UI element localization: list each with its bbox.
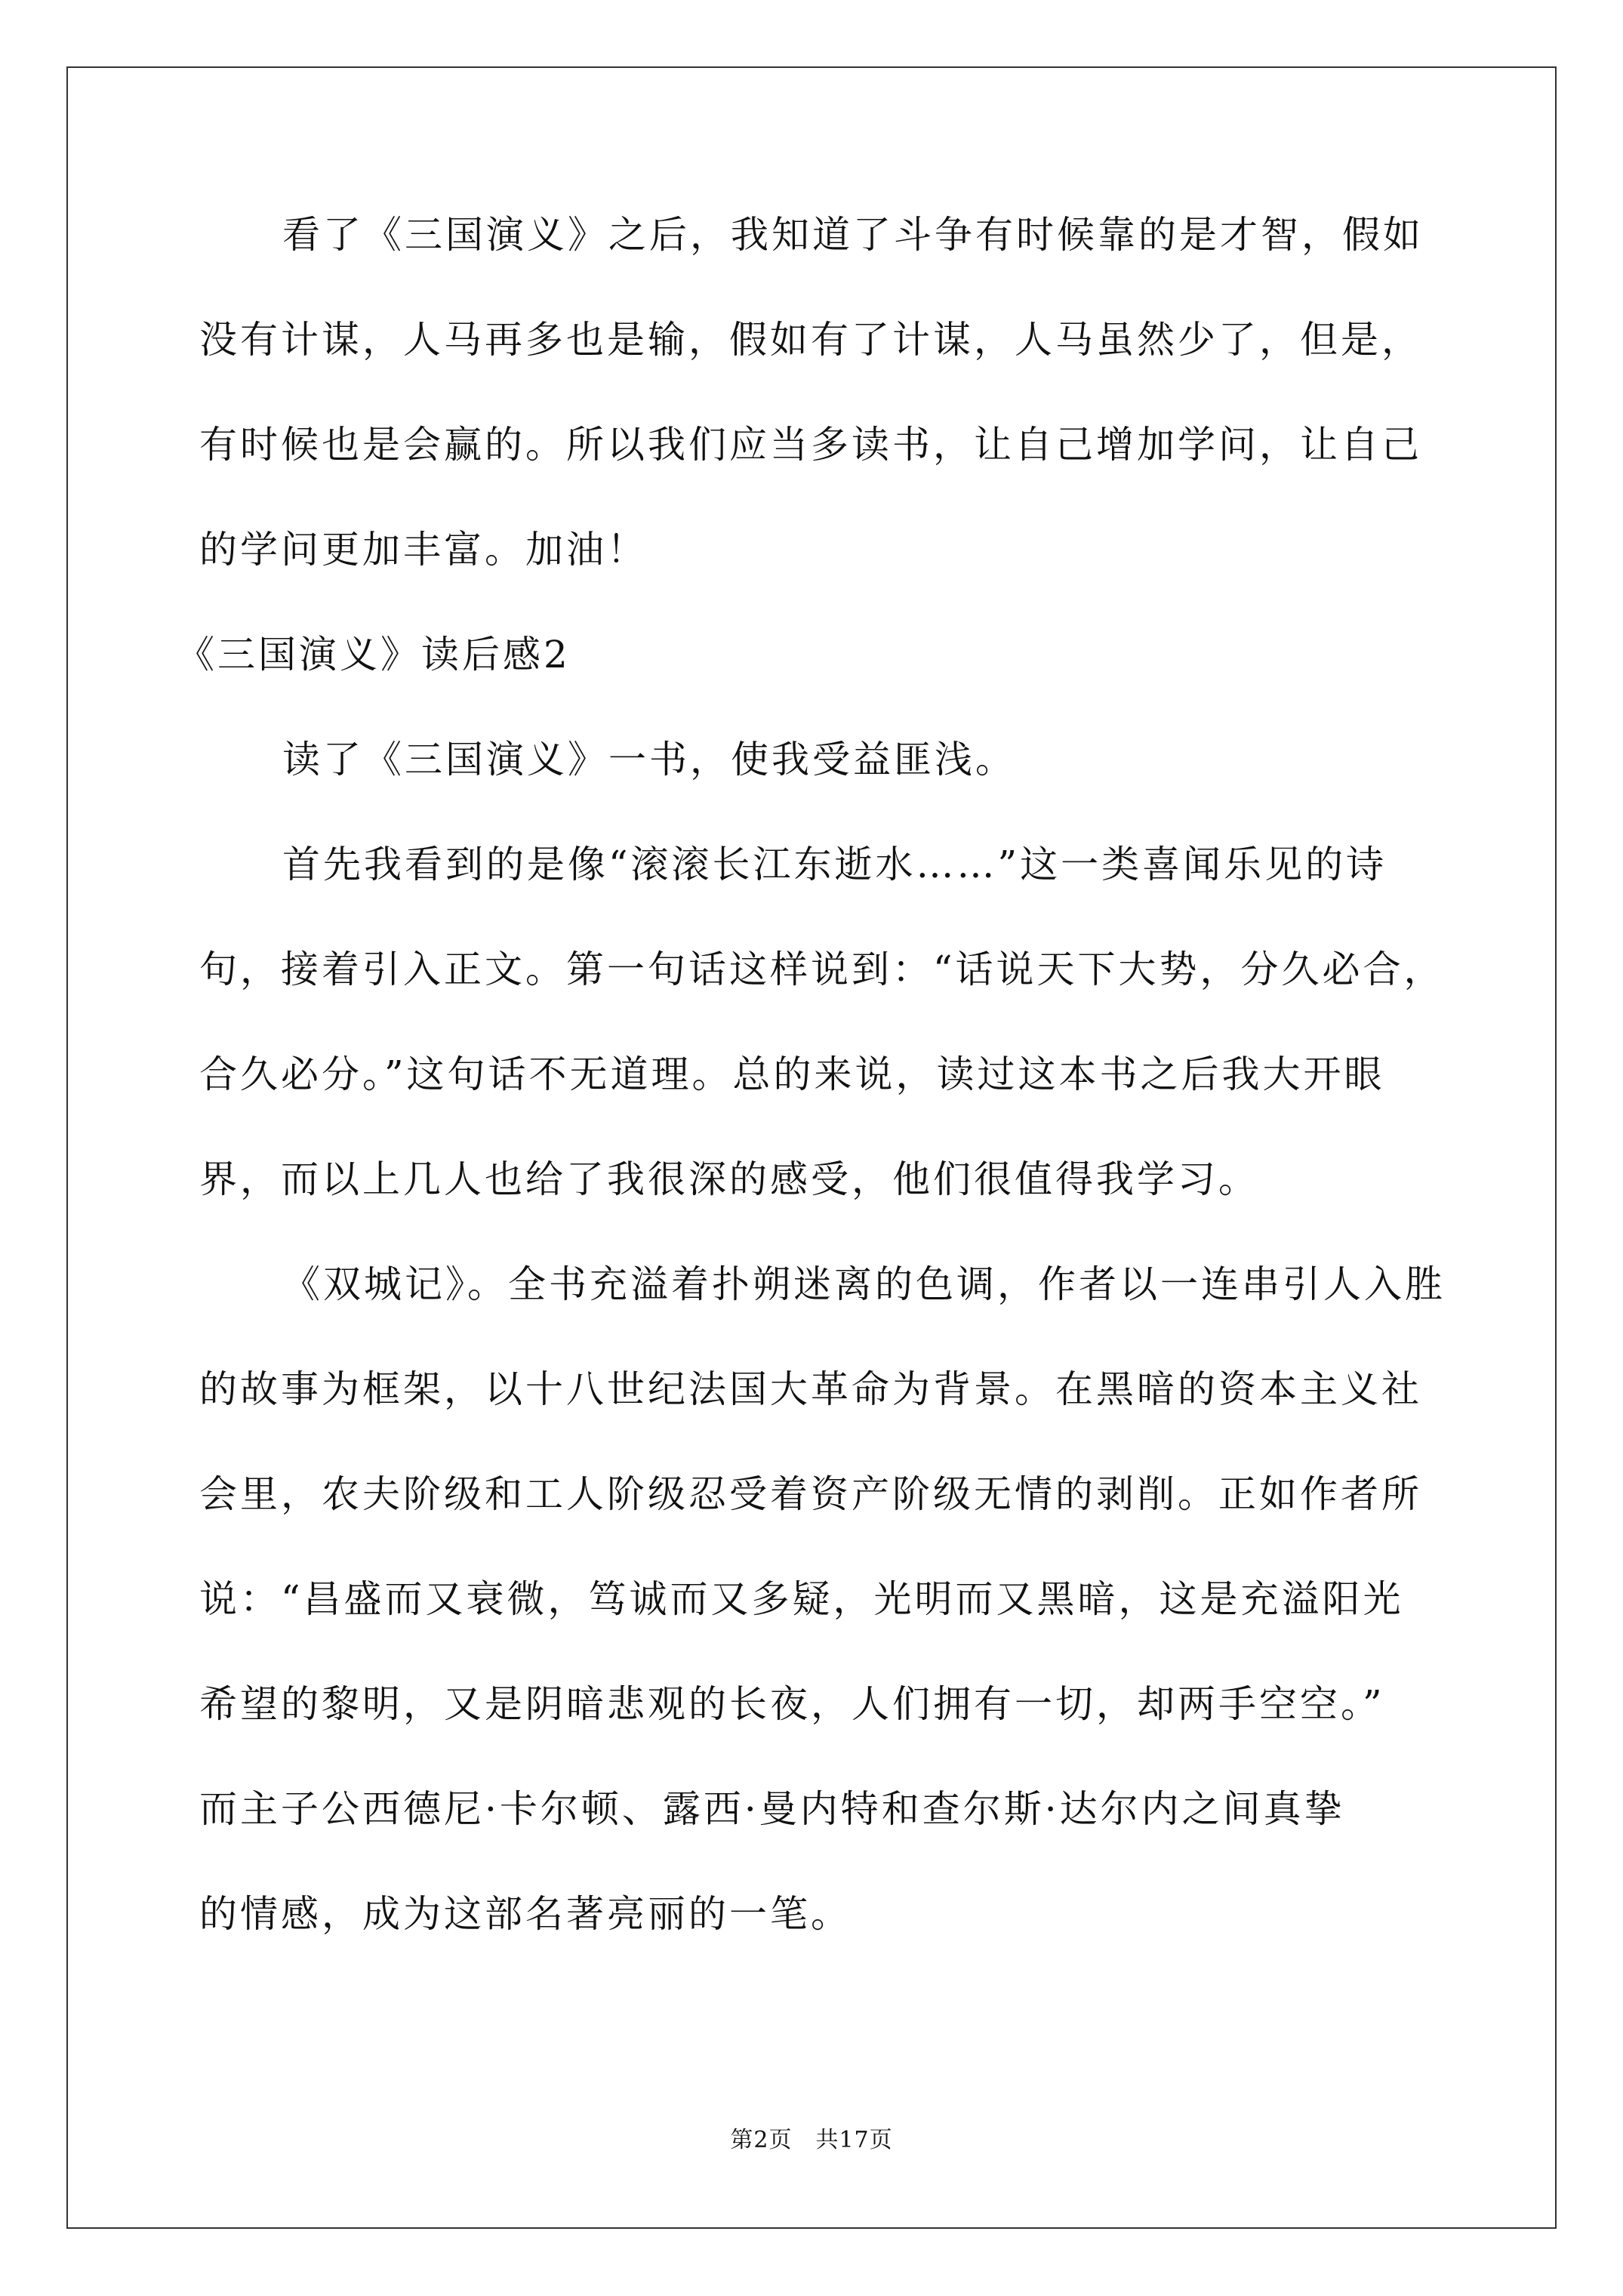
- text-line: 《双城记》。全书充溢着扑朔迷离的色调，作者以一连串引人入胜: [282, 1262, 1446, 1306]
- text-line: 界，而以上几人也给了我很深的感受，他们很值得我学习。: [199, 1157, 1259, 1201]
- page-number: 第2页 共17页: [730, 2127, 893, 2153]
- paragraph-1: [199, 213, 1437, 572]
- text-line: 有时候也是会赢的。所以我们应当多读书，让自己增加学问，让自己: [199, 423, 1422, 467]
- document-body: [177, 213, 1446, 1936]
- text-line: 合久必分。”这句话不无道理。总的来说，读过这本书之后我大开眼: [199, 1052, 1385, 1096]
- text-line: 的学问更加丰富。加油！: [199, 528, 648, 572]
- text-line: 的情感，成为这部名著亮丽的一笔。: [199, 1892, 852, 1936]
- text-line: 首先我看到的是像“滚滚长江东逝水……”这一类喜闻乐见的诗: [282, 843, 1387, 886]
- text-line: 的故事为框架，以十八世纪法国大革命为背景。在黑暗的资本主义社: [199, 1367, 1422, 1411]
- text-line: 说：“昌盛而又衰微，笃诚而又多疑，光明而又黑暗，这是充溢阳光: [199, 1577, 1404, 1621]
- text-line: 读了《三国演义》一书，使我受益匪浅。: [282, 738, 1016, 781]
- text-line: 而主子公西德尼·卡尔顿、露西·曼内特和查尔斯·达尔内之间真挚: [199, 1787, 1345, 1831]
- text-line: 句，接着引入正文。第一句话这样说到：“话说天下大势，分久必合，: [199, 948, 1445, 991]
- section-heading: 《三国演义》读后感2: [177, 633, 571, 676]
- paragraph-4: [199, 1262, 1446, 1936]
- text-line: 希望的黎明，又是阴暗悲观的长夜，人们拥有一切，却两手空空。”: [199, 1682, 1385, 1726]
- paragraph-2: [199, 738, 1437, 781]
- text-line: 会里，农夫阶级和工人阶级忍受着资产阶级无情的剥削。正如作者所: [199, 1472, 1422, 1516]
- paragraph-3: [199, 843, 1445, 1201]
- text-line: 没有计谋，人马再多也是输，假如有了计谋，人马虽然少了，但是，: [199, 318, 1422, 362]
- text-line: 看了《三国演义》之后，我知道了斗争有时候靠的是才智，假如: [282, 213, 1424, 257]
